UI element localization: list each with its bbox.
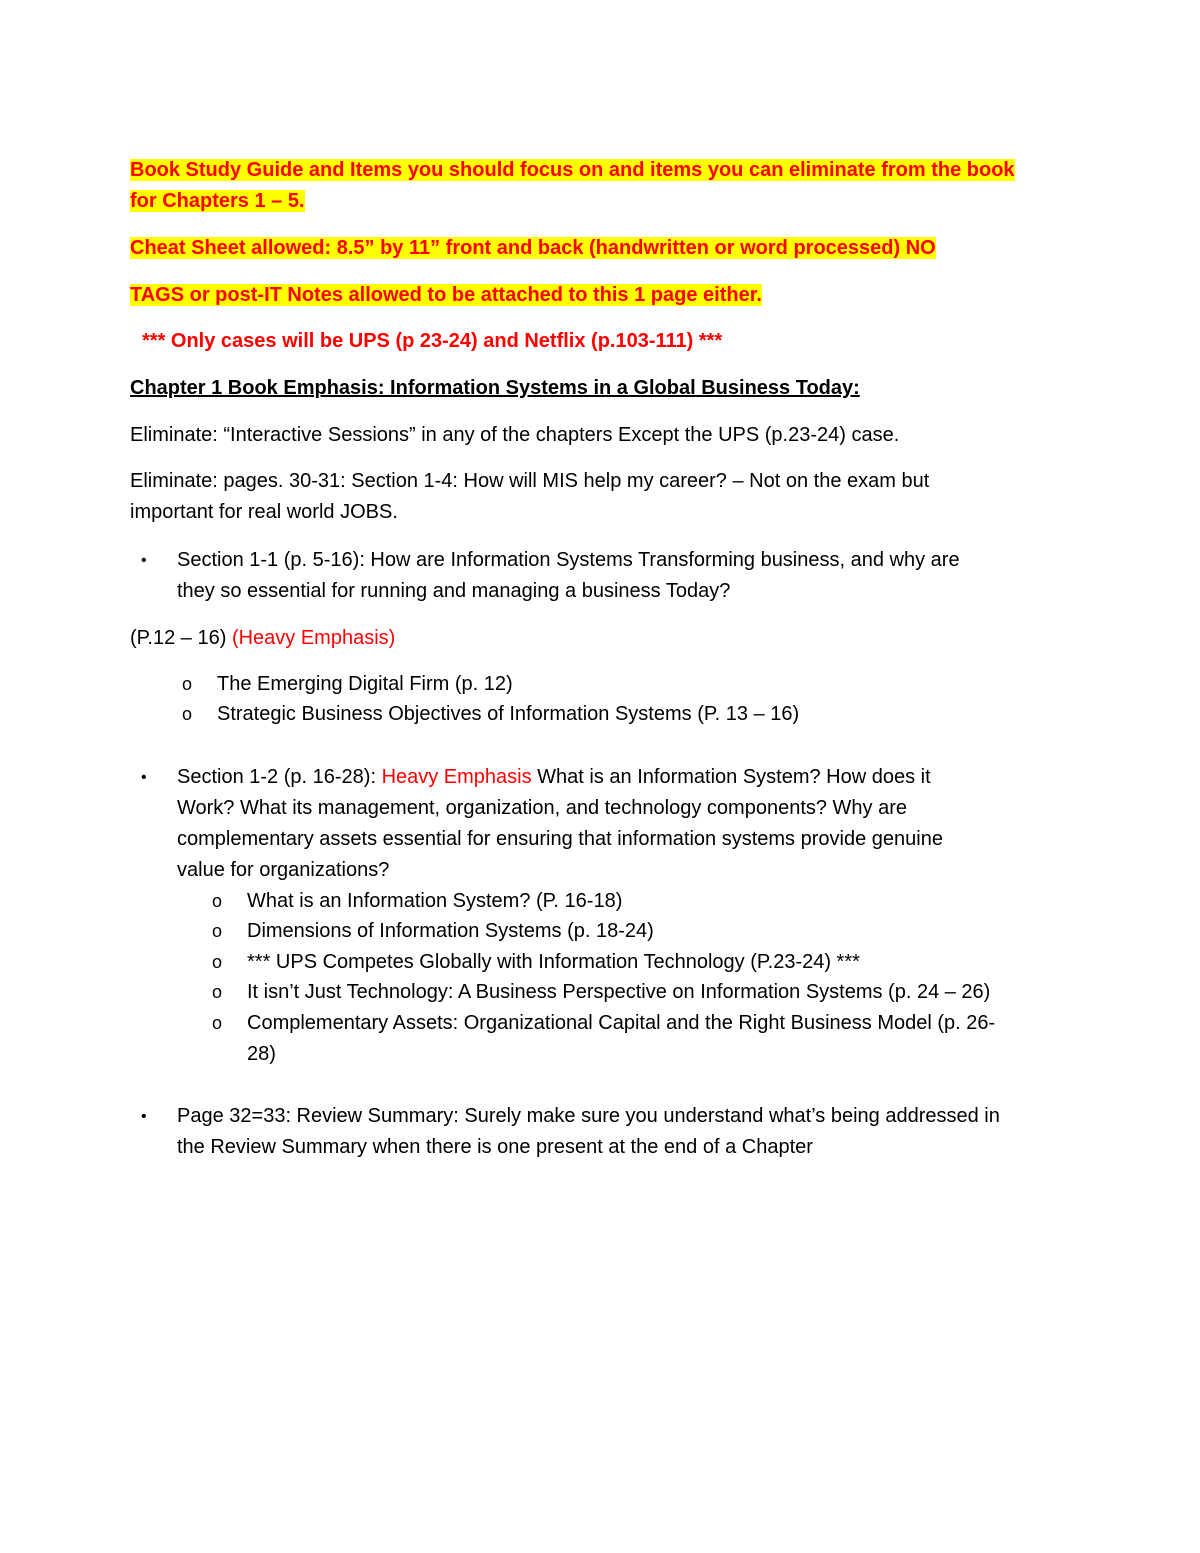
pages-range: (P.12 – 16) xyxy=(130,627,232,649)
section-1-2-line2: Work? What its management, organization, and technology components? Why are xyxy=(177,797,908,819)
sub-bullet-icon: o xyxy=(212,891,223,911)
section-1-2-subitem: Dimensions of Information Systems (p. 18-24) xyxy=(247,920,654,942)
cases-note: *** Only cases will be UPS (p 23-24) and Netflix (p.103-111) *** xyxy=(142,330,723,352)
heavy-emphasis-label: Heavy Emphasis xyxy=(381,766,532,788)
section-1-2-line1 xyxy=(177,762,931,793)
guide-title-line2: for Chapters 1 – 5. xyxy=(130,190,305,212)
chapter-title: Chapter 1 Book Emphasis: Information Systems in a Global Business Today: xyxy=(130,377,860,399)
sub-bullet-icon: o xyxy=(212,952,223,972)
section-1-2-line3: complementary assets essential for ensuring that information systems provide genuine xyxy=(177,828,943,850)
heavy-emphasis-label: (Heavy Emphasis) xyxy=(231,627,396,649)
bullet-icon: • xyxy=(141,1108,147,1125)
bullet-icon: • xyxy=(141,769,147,786)
guide-title-line1: Book Study Guide and Items you should focus on and items you can eliminate from the book xyxy=(130,159,1015,181)
section-1-2-subitem: It isn’t Just Technology: A Business Perspective on Information Systems (p. 24 – 26) xyxy=(247,981,991,1003)
sub-bullet-icon: o xyxy=(212,982,223,1002)
section-1-1-pages xyxy=(130,623,395,654)
cheat-sheet-line2: TAGS or post-IT Notes allowed to be attached to this 1 page either. xyxy=(130,284,762,306)
sub-bullet-icon: o xyxy=(212,921,223,941)
cheat-sheet-line1: Cheat Sheet allowed: 8.5” by 11” front and back (handwritten or word processed) NO xyxy=(130,237,936,259)
eliminate-note-2-line2: important for real world JOBS. xyxy=(130,501,398,523)
sub-bullet-icon: o xyxy=(182,674,193,694)
section-1-2-subitem-continued: 28) xyxy=(247,1043,276,1065)
bullet-icon: • xyxy=(141,552,147,569)
sub-bullet-icon: o xyxy=(212,1013,223,1033)
section-1-2-subitem: Complementary Assets: Organizational Capital and the Right Business Model (p. 26- xyxy=(247,1012,996,1034)
section-1-1-line1: Section 1-1 (p. 5-16): How are Information Systems Transforming business, and why are xyxy=(177,549,960,571)
review-summary-line2: the Review Summary when there is one present at the end of a Chapter xyxy=(177,1136,813,1158)
eliminate-note-2-line1: Eliminate: pages. 30-31: Section 1-4: How will MIS help my career? – Not on the exam but xyxy=(130,470,930,492)
section-1-1-subitem: Strategic Business Objectives of Information Systems (P. 13 – 16) xyxy=(217,703,800,725)
section-1-1-line2: they so essential for running and managing a business Today? xyxy=(177,580,731,602)
section-1-2-subitem: What is an Information System? (P. 16-18) xyxy=(247,890,623,912)
eliminate-note-1: Eliminate: “Interactive Sessions” in any of the chapters Except the UPS (p.23-24) case. xyxy=(130,424,900,446)
section-1-2-subitem: *** UPS Competes Globally with Information Technology (P.23-24) *** xyxy=(247,951,860,973)
section-1-2-prefix: Section 1-2 (p. 16-28): xyxy=(177,766,382,788)
section-1-2-suffix: What is an Information System? How does it xyxy=(531,766,931,788)
review-summary-line1: Page 32=33: Review Summary: Surely make sure you understand what’s being addressed in xyxy=(177,1105,1000,1127)
sub-bullet-icon: o xyxy=(182,704,193,724)
section-1-1-subitem: The Emerging Digital Firm (p. 12) xyxy=(217,673,513,695)
section-1-2-line4: value for organizations? xyxy=(177,859,390,881)
